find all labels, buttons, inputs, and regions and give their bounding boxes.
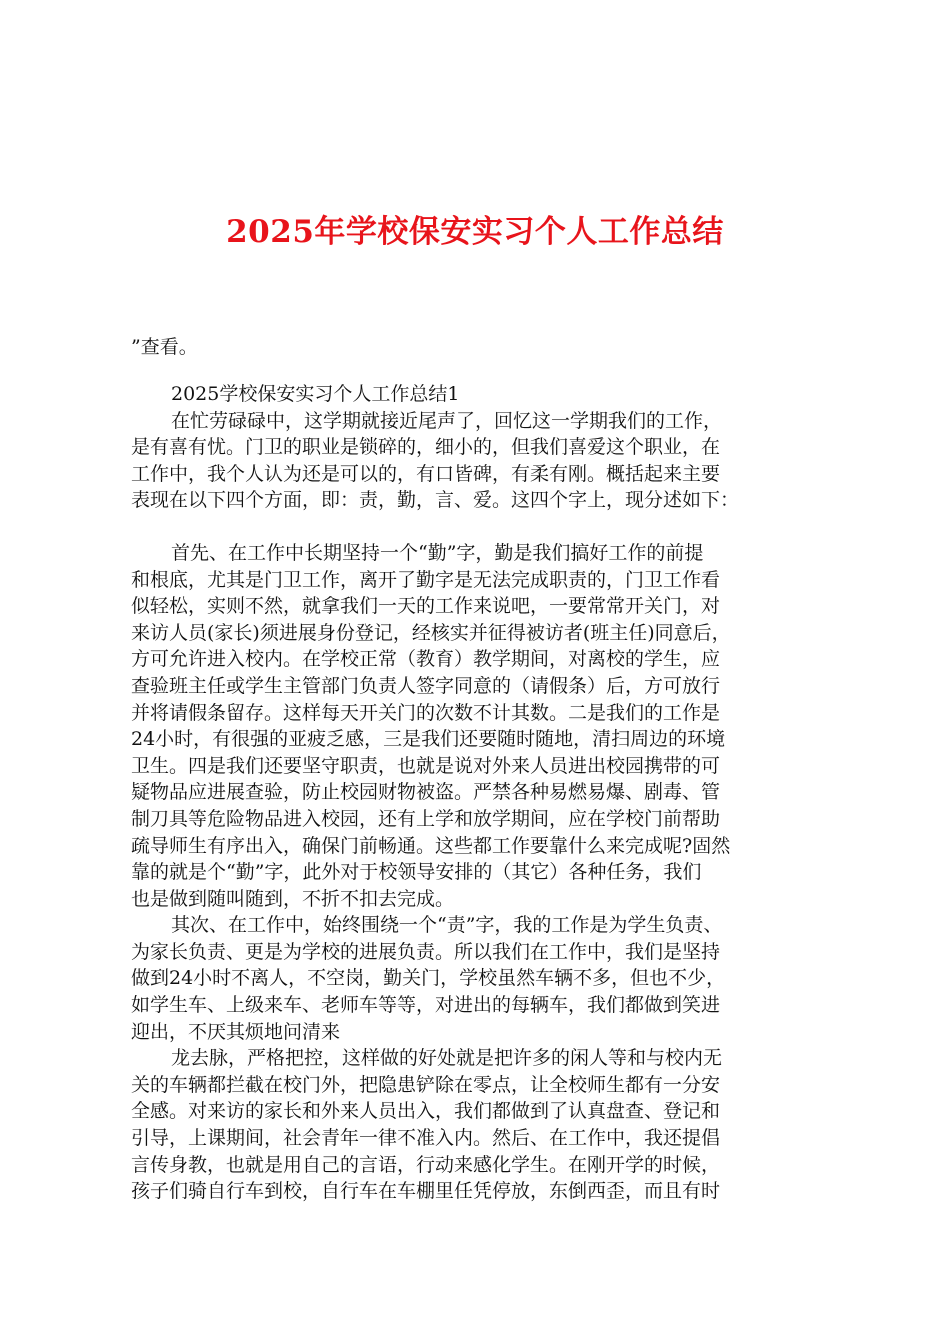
paragraph-4 <box>131 1045 831 1205</box>
paragraph-line: 似轻松，实则不然，就拿我们一天的工作来说吧，一要常常开关门，对 <box>131 595 721 618</box>
paragraph-line: 做到24小时不离人，不空岗，勤关门，学校虽然车辆不多，但也不少， <box>131 967 726 990</box>
paragraph-line: 如学生车、上级来车、老师车等等，对进出的每辆车，我们都做到笑进 <box>131 994 721 1017</box>
section-heading: 2025学校保安实习个人工作总结1 <box>171 383 460 405</box>
paragraph-line: 全感。对来访的家长和外来人员出入，我们都做到了认真盘查、登记和 <box>131 1100 721 1123</box>
paragraph-line: 制刀具等危险物品进入校园，还有上学和放学期间，应在学校门前帮助 <box>131 807 721 830</box>
paragraph-line: 工作中，我个人认为还是可以的，有口皆碑，有柔有刚。概括起来主要 <box>131 462 721 485</box>
intro-line: ”查看。 <box>131 336 198 358</box>
paragraph-line: 是有喜有忧。门卫的职业是锁碎的，细小的，但我们喜爱这个职业，在 <box>131 436 721 459</box>
paragraph-line: 引导，上课期间，社会青年一律不准入内。然后、在工作中，我还提倡 <box>131 1127 721 1150</box>
paragraph-3 <box>131 912 831 1045</box>
paragraph-line: 龙去脉，严格把控，这样做的好处就是把许多的闲人等和与校内无 <box>171 1047 723 1070</box>
paragraph-line: 迎出，不厌其烦地问清来 <box>131 1020 341 1043</box>
paragraph-line: 孩子们骑自行车到校，自行车在车棚里任凭停放，东倒西歪，而且有时 <box>131 1180 721 1203</box>
paragraph-line: 卫生。四是我们还要坚守职责，也就是说对外来人员进出校园携带的可 <box>131 754 721 777</box>
paragraph-line: 来访人员(家长)须进展身份登记，经核实并征得被访者(班主任)同意后， <box>131 621 731 644</box>
paragraph-line: 为家长负责、更是为学校的进展负责。所以我们在工作中，我们是坚持 <box>131 940 721 963</box>
document-title: 2025年学校保安实习个人工作总结 <box>226 214 724 250</box>
paragraph-line: 疏导师生有序出入，确保门前畅通。这些都工作要靠什么来完成呢?固然 <box>131 834 731 857</box>
paragraph-line: 言传身教，也就是用自己的言语，行动来感化学生。在刚开学的时候， <box>131 1153 721 1176</box>
paragraph-line: 表现在以下四个方面，即：责，勤，言、爱。这四个字上，现分述如下： <box>131 489 740 512</box>
paragraph-line: 也是做到随叫随到，不折不扣去完成。 <box>131 887 455 910</box>
document-body <box>131 381 831 1205</box>
paragraph-line: 方可允许进入校内。在学校正常（教育）教学期间，对离校的学生，应 <box>131 648 721 671</box>
paragraph-line: 在忙劳碌碌中，这学期就接近尾声了，回忆这一学期我们的工作， <box>171 409 723 432</box>
paragraph-line: 和根底，尤其是门卫工作，离开了勤字是无法完成职责的，门卫工作看 <box>131 568 721 591</box>
paragraph-line: 24小时，有很强的亚疲乏感，三是我们还要随时随地，清扫周边的环境 <box>131 728 726 751</box>
paragraph-line: 疑物品应进展查验，防止校园财物被盗。严禁各种易燃易爆、剧毒、管 <box>131 781 721 804</box>
paragraph-line: 并将请假条留存。这样每天开关门的次数不计其数。二是我们的工作是 <box>131 701 721 724</box>
paragraph-line: 靠的就是个“勤”字，此外对于校领导安排的（其它）各种任务，我们 <box>131 861 702 884</box>
paragraph-line: 其次、在工作中，始终围绕一个“责”字，我的工作是为学生负责、 <box>171 914 723 937</box>
paragraph-spacer <box>131 514 831 540</box>
paragraph-line: 关的车辆都拦截在校门外，把隐患铲除在零点，让全校师生都有一分安 <box>131 1073 721 1096</box>
paragraph-1 <box>131 408 831 514</box>
paragraph-line: 首先、在工作中长期坚持一个“勤”字，勤是我们搞好工作的前提 <box>171 541 704 564</box>
paragraph-2 <box>131 540 831 912</box>
paragraph-line: 查验班主任或学生主管部门负责人签字同意的（请假条）后，方可放行 <box>131 674 721 697</box>
intro-line-block <box>131 334 831 361</box>
